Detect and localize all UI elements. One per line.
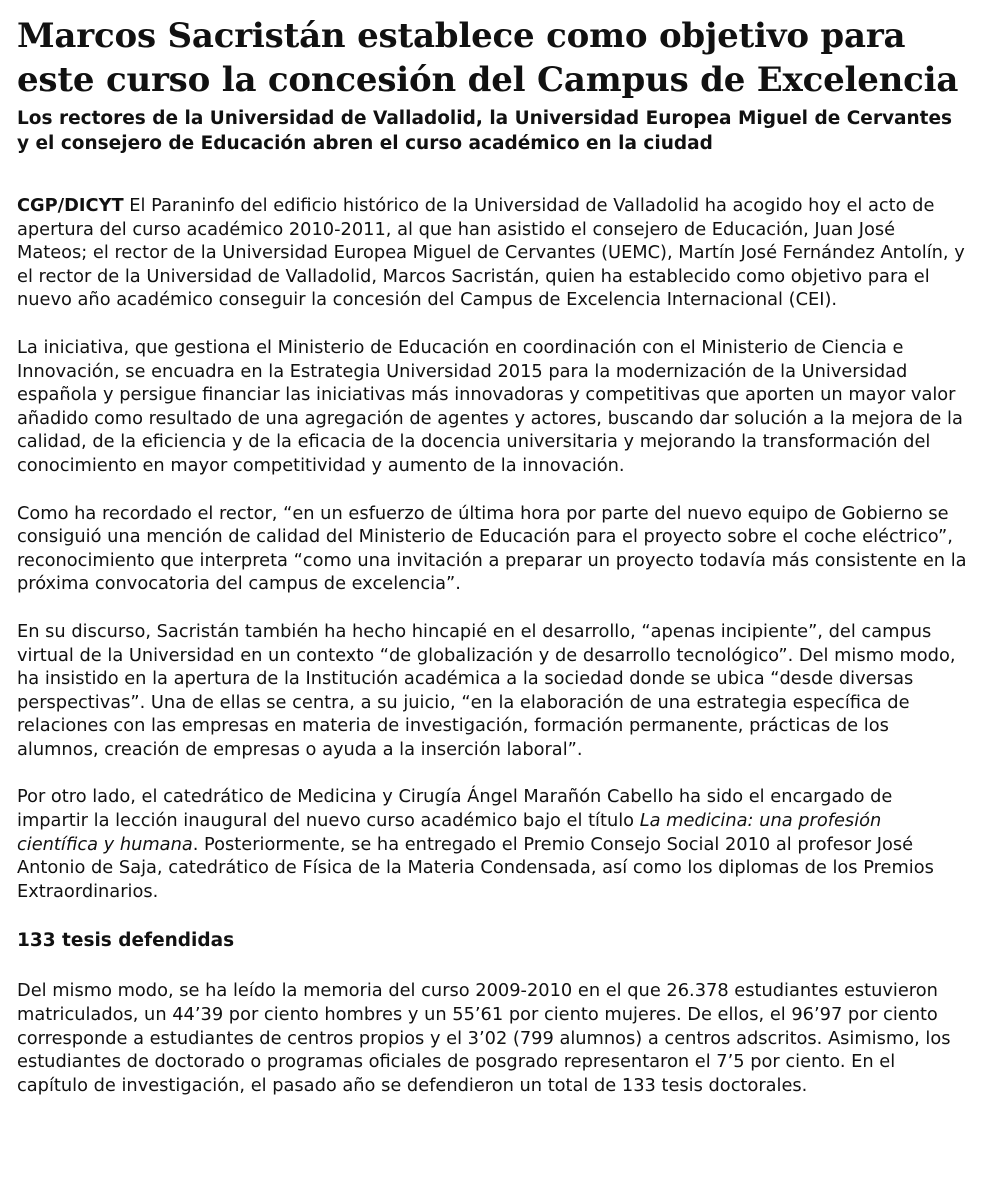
source-tag: CGP/DICYT [17,195,124,216]
section-heading: 133 tesis defendidas [17,930,235,952]
paragraph-5-text-after: . Posteriormente, se ha entregado el Premio Consejo Social 2010 al profesor José Antonio de Saja, catedrático de Física de la Materia Condensada, así como los diplomas de los Premios Extraordinarios. [17,833,934,902]
lecture-title: La medicina: una profesión científica y humana [17,810,882,855]
paragraph-5 [17,785,967,903]
paragraph-5-text-before: Por otro lado, el catedrático de Medicina y Cirugía Ángel Marañón Cabello ha sido el encargado de impartir la lección inaugural del nuevo curso académico bajo el título [17,786,893,832]
paragraph-2: La iniciativa, que gestiona el Ministerio de Educación en coordinación con el Ministerio de Ciencia e Innovación, se encuadra en la Estrategia Universidad 2015 para la modernización de la Universidad española y persigue financiar las iniciativas más innovadoras y competitivas que aporten un mayor valor añadido como resultado de una agregación de agentes y actores, buscando dar solución a la mejora de la calidad, de la eficiencia y de la eficacia de la docencia universitaria y mejorando la transformación del conocimiento en mayor competitividad y aumento de la innovación. [17,336,963,476]
headline: Marcos Sacristán establece como objetivo para este curso la concesión del Campus de Excelencia [17,16,959,100]
article [17,14,967,1097]
paragraph-3: Como ha recordado el rector, “en un esfuerzo de última hora por parte del nuevo equipo de Gobierno se consiguió una mención de calidad del Ministerio de Educación para el proyecto sobre el coche eléctrico”, reconocimiento que interpreta “como una invitación a preparar un proyecto todavía más consistente en la próxima convocatoria del campus de excelencia”. [17,502,967,595]
subheadline: Los rectores de la Universidad de Valladolid, la Universidad Europea Miguel de Cervantes y el consejero de Educación abren el curso académico en la ciudad [17,108,953,154]
paragraph-1 [17,194,967,312]
paragraph-6: Del mismo modo, se ha leído la memoria del curso 2009-2010 en el que 26.378 estudiantes estuvieron matriculados, un 44’39 por ciento hombres y un 55’61 por ciento mujeres. De ellos, el 96’97 por ciento corresponde a estudiantes de centros propios y el 3’02 (799 alumnos) a centros adscritos. Asimismo, los estudiantes de doctorado o programas oficiales de posgrado representaron el 7’5 por ciento. En el capítulo de investigación, el pasado año se defendieron un total de 133 tesis doctorales. [17,980,951,1096]
paragraph-1-text: El Paraninfo del edificio histórico de la Universidad de Valladolid ha acogido hoy el acto de apertura del curso académico 2010-2011, al que han asistido el consejero de Educación, Juan José Mateos; el rector de la Universidad Europea Miguel de Cervantes (UEMC), Martín José Fernández Antolín, y el rector de la Universidad de Valladolid, Marcos Sacristán, quien ha establecido como objetivo para el nuevo año académico conseguir la concesión del Campus de Excelencia Internacional (CEI). [17,195,965,311]
paragraph-4: En su discurso, Sacristán también ha hecho hincapié en el desarrollo, “apenas incipiente”, del campus virtual de la Universidad en un contexto “de globalización y de desarrollo tecnológico”. Del mismo modo, ha insistido en la apertura de la Institución académica a la sociedad donde se ubica “desde diversas perspectivas”. Una de ellas se centra, a su juicio, “en la elaboración de una estrategia específica de relaciones con las empresas en materia de investigación, formación permanente, prácticas de los alumnos, creación de empresas o ayuda a la inserción laboral”. [17,620,956,760]
